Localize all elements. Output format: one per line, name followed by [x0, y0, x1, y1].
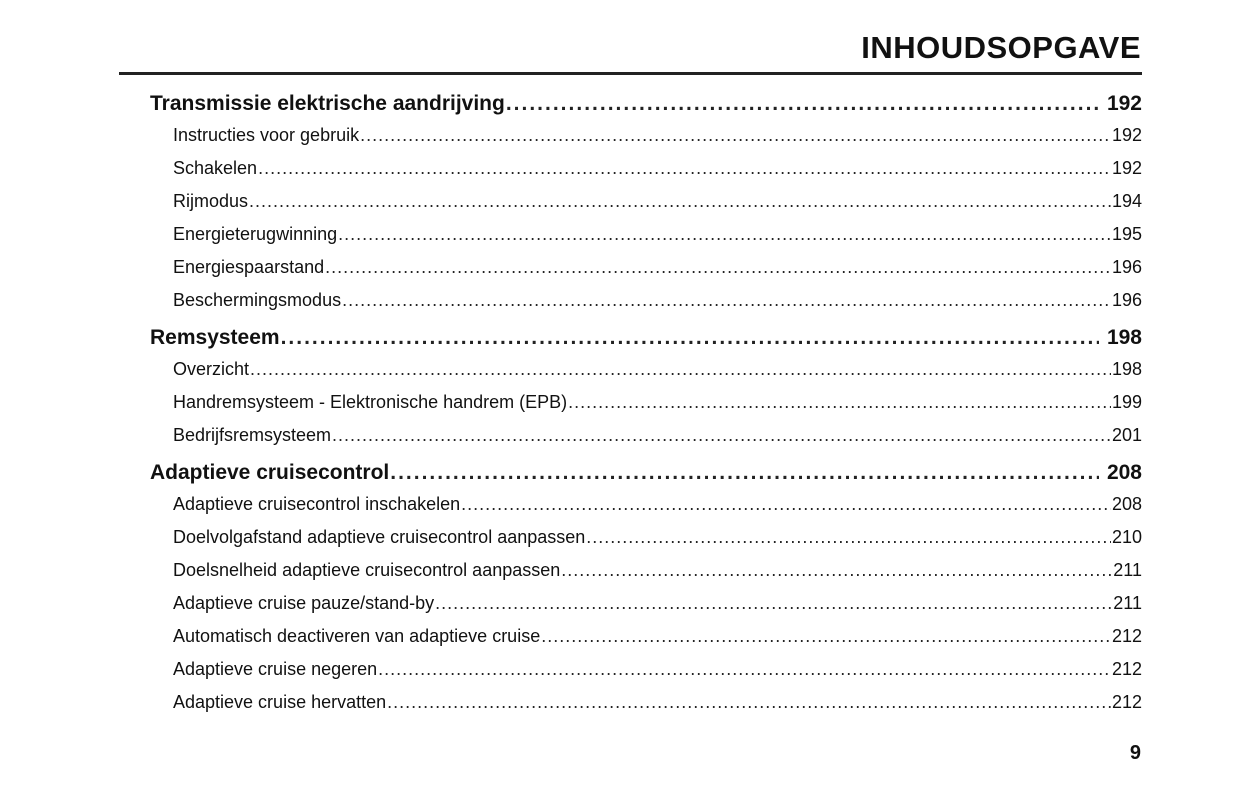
- toc-dot-leader: [461, 494, 1111, 515]
- toc-section-heading[interactable]: [150, 458, 1142, 494]
- toc-dot-leader: [325, 257, 1111, 278]
- toc-section-heading[interactable]: [150, 323, 1142, 359]
- toc-section-title: Transmissie elektrische aandrijving: [150, 92, 505, 115]
- page-title: INHOUDSOPGAVE: [861, 30, 1141, 65]
- toc-entry-label: Rijmodus: [173, 191, 249, 211]
- toc-entry-label: Adaptieve cruise negeren: [173, 659, 378, 679]
- toc-dot-leader: [435, 593, 1112, 614]
- toc-dot-leader: [281, 326, 1099, 350]
- toc-entry[interactable]: [150, 560, 1142, 593]
- toc-entry[interactable]: [150, 257, 1142, 290]
- toc-dot-leader: [387, 692, 1111, 713]
- toc-entry[interactable]: [150, 392, 1142, 425]
- toc-entry-label: Schakelen: [173, 158, 258, 178]
- toc-entry[interactable]: [150, 425, 1142, 458]
- toc-entry-label: Doelvolgafstand adaptieve cruisecontrol aanpassen: [173, 527, 586, 547]
- toc-entry[interactable]: [150, 659, 1142, 692]
- table-of-contents: [150, 89, 1142, 725]
- toc-section-heading[interactable]: [150, 89, 1142, 125]
- toc-entry-label: Adaptieve cruise pauze/stand-by: [173, 593, 435, 613]
- toc-dot-leader: [561, 560, 1112, 581]
- toc-entry[interactable]: [150, 593, 1142, 626]
- toc-entry-label: Instructies voor gebruik: [173, 125, 360, 145]
- toc-entry-page: 192: [1111, 125, 1142, 145]
- toc-entry[interactable]: [150, 626, 1142, 659]
- toc-entry-page: 212: [1111, 626, 1142, 646]
- toc-entry[interactable]: [150, 692, 1142, 725]
- toc-entry-label: Overzicht: [173, 359, 250, 379]
- toc-dot-leader: [258, 158, 1111, 179]
- toc-entry-page: 196: [1111, 290, 1142, 310]
- toc-entry-label: Energieterugwinning: [173, 224, 338, 244]
- toc-entry-page: 212: [1111, 692, 1142, 712]
- toc-entry-page: 210: [1111, 527, 1142, 547]
- toc-entry[interactable]: [150, 224, 1142, 257]
- toc-dot-leader: [506, 92, 1099, 116]
- toc-section-page: 208: [1106, 461, 1142, 484]
- toc-section-page: 198: [1106, 326, 1142, 349]
- toc-dot-leader: [390, 461, 1099, 485]
- toc-dot-leader: [541, 626, 1111, 647]
- toc-entry[interactable]: [150, 290, 1142, 323]
- toc-entry[interactable]: [150, 125, 1142, 158]
- toc-dot-leader: [378, 659, 1111, 680]
- toc-entry-page: 192: [1111, 158, 1142, 178]
- toc-section-page: 192: [1106, 92, 1142, 115]
- toc-entry-label: Energiespaarstand: [173, 257, 325, 277]
- toc-dot-leader: [338, 224, 1111, 245]
- toc-dot-leader: [250, 359, 1111, 380]
- toc-dot-leader: [568, 392, 1111, 413]
- toc-entry-label: Beschermingsmodus: [173, 290, 342, 310]
- toc-dot-leader: [342, 290, 1111, 311]
- toc-entry[interactable]: [150, 158, 1142, 191]
- toc-dot-leader: [249, 191, 1111, 212]
- toc-entry-page: 194: [1111, 191, 1142, 211]
- toc-entry-label: Bedrijfsremsysteem: [173, 425, 332, 445]
- toc-entry-page: 211: [1113, 593, 1142, 613]
- toc-entry-page: 212: [1111, 659, 1142, 679]
- toc-entry[interactable]: [150, 359, 1142, 392]
- title-divider: [119, 72, 1142, 75]
- toc-entry-label: Adaptieve cruisecontrol inschakelen: [173, 494, 461, 514]
- toc-entry-page: 198: [1111, 359, 1142, 379]
- toc-entry-page: 196: [1111, 257, 1142, 277]
- toc-entry-label: Adaptieve cruise hervatten: [173, 692, 387, 712]
- toc-entry[interactable]: [150, 494, 1142, 527]
- toc-section-title: Remsysteem: [150, 326, 280, 349]
- page-number: 9: [1129, 742, 1141, 764]
- toc-entry-page: 195: [1111, 224, 1142, 244]
- toc-entry-page: 199: [1111, 392, 1142, 412]
- toc-entry-page: 211: [1113, 560, 1142, 580]
- toc-dot-leader: [586, 527, 1111, 548]
- toc-entry-label: Doelsnelheid adaptieve cruisecontrol aanpassen: [173, 560, 561, 580]
- toc-dot-leader: [360, 125, 1111, 146]
- toc-entry-page: 201: [1111, 425, 1142, 445]
- toc-entry-label: Handremsysteem - Elektronische handrem (EPB): [173, 392, 568, 412]
- toc-section-title: Adaptieve cruisecontrol: [150, 461, 390, 484]
- toc-entry-label: Automatisch deactiveren van adaptieve cruise: [173, 626, 541, 646]
- toc-entry-page: 208: [1111, 494, 1142, 514]
- toc-dot-leader: [332, 425, 1111, 446]
- toc-entry[interactable]: [150, 191, 1142, 224]
- toc-entry[interactable]: [150, 527, 1142, 560]
